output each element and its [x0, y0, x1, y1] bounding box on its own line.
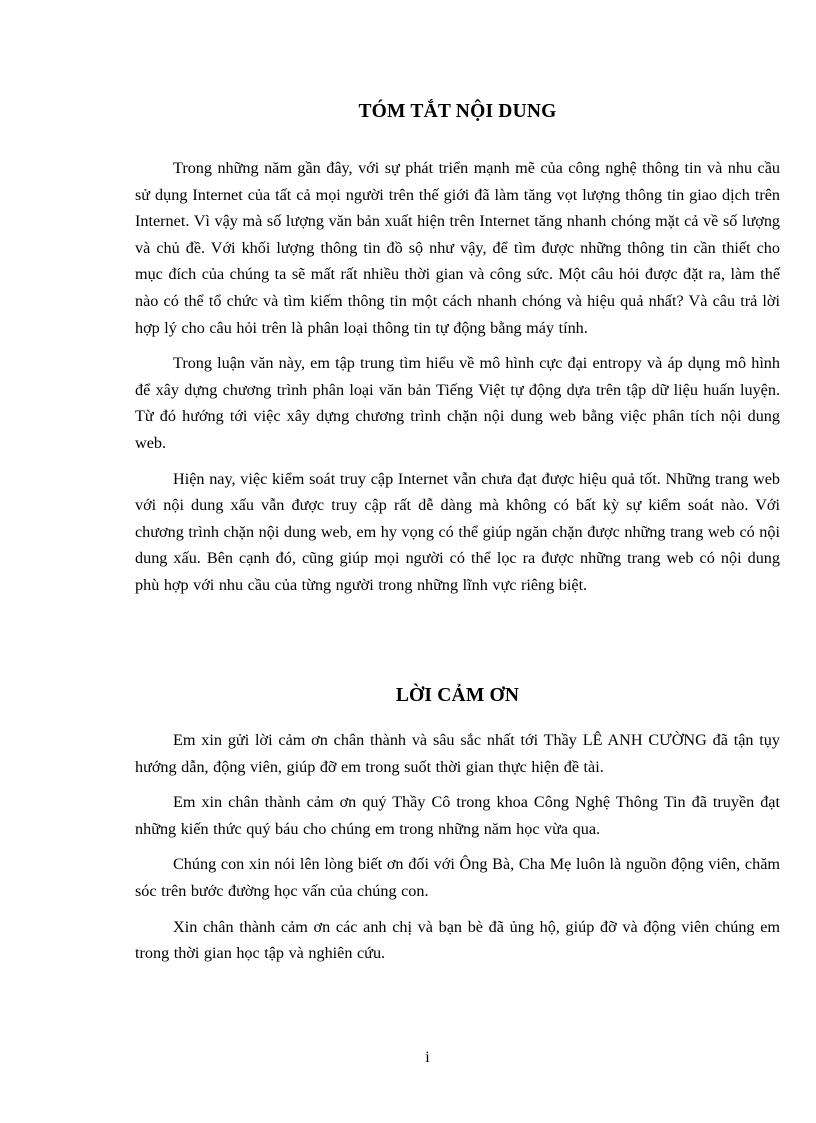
document-page	[135, 0, 780, 1123]
summary-section	[135, 155, 780, 608]
thanks-paragraph-4: Xin chân thành cảm ơn các anh chị và bạn bè đã ủng hộ, giúp đỡ và động viên chúng em trong thời gian học tập và nghiên cứu.	[135, 917, 780, 963]
thanks-heading: LỜI CẢM ƠN	[395, 685, 520, 706]
thanks-paragraph-3: Chúng con xin nói lên lòng biết ơn đối với Ông Bà, Cha Mẹ luôn là nguồn động viên, chăm sóc trên bước đường học vấn của chúng con.	[135, 855, 780, 900]
page-number: i	[425, 1049, 430, 1066]
summary-heading: TÓM TẮT NỘI DUNG	[358, 101, 557, 122]
thanks-paragraph-1: Em xin gửi lời cảm ơn chân thành và sâu sắc nhất tới Thầy LÊ ANH CƯỜNG đã tận tụy hướng dẫn, động viên, giúp đỡ em trong suốt thời gian thực hiện đề tài.	[135, 731, 780, 776]
thanks-paragraph-2: Em xin chân thành cảm ơn quý Thầy Cô trong khoa Công Nghệ Thông Tin đã truyền đạt những kiến thức quý báu cho chúng em trong những năm học vừa qua.	[135, 793, 780, 838]
summary-paragraph-1: Trong những năm gần đây, với sự phát triển mạnh mẽ của công nghệ thông tin và nhu cầu sử dụng Internet của tất cả mọi người trên thế giới đã làm tăng vọt lượng thông tin giao dịch trên Internet. Vì vậy mà số lượng văn bản xuất hiện trên Internet tăng nhanh chóng mặt cả về số lượng và chủ đề. Với khối lượng thông tin đồ sộ như vậy, để tìm được những thông tin cần thiết cho mục đích của chúng ta sẽ mất rất nhiều thời gian và công sức. Một câu hỏi được đặt ra, làm thế nào có thể tổ chức và tìm kiếm thông tin một cách nhanh chóng và hiệu quả nhất? Và câu trả lời hợp lý cho câu hỏi trên là phân loại thông tin tự động bằng máy tính.	[135, 159, 780, 337]
summary-paragraph-3: Hiện nay, việc kiểm soát truy cập Internet vẫn chưa đạt được hiệu quả tốt. Những trang web với nội dung xấu vẫn được truy cập rất dễ dàng mà không có bất kỳ sự kiểm soát nào. Với chương trình chặn nội dung web, em hy vọng có thể giúp ngăn chặn được những trang web có nội dung xấu. Bên cạnh đó, cũng giúp mọi người có thể lọc ra được những trang web có nội dung phù hợp với nhu cầu của từng người trong những lĩnh vực riêng biệt.	[135, 469, 780, 594]
summary-paragraph-2: Trong luận văn này, em tập trung tìm hiểu về mô hình cực đại entropy và áp dụng mô hình để xây dựng chương trình phân loại văn bản Tiếng Việt tự động dựa trên tập dữ liệu huấn luyện. Từ đó hướng tới việc xây dựng chương trình chặn nội dung web bằng việc phân tích nội dung web.	[135, 354, 780, 452]
thanks-section	[135, 727, 780, 976]
